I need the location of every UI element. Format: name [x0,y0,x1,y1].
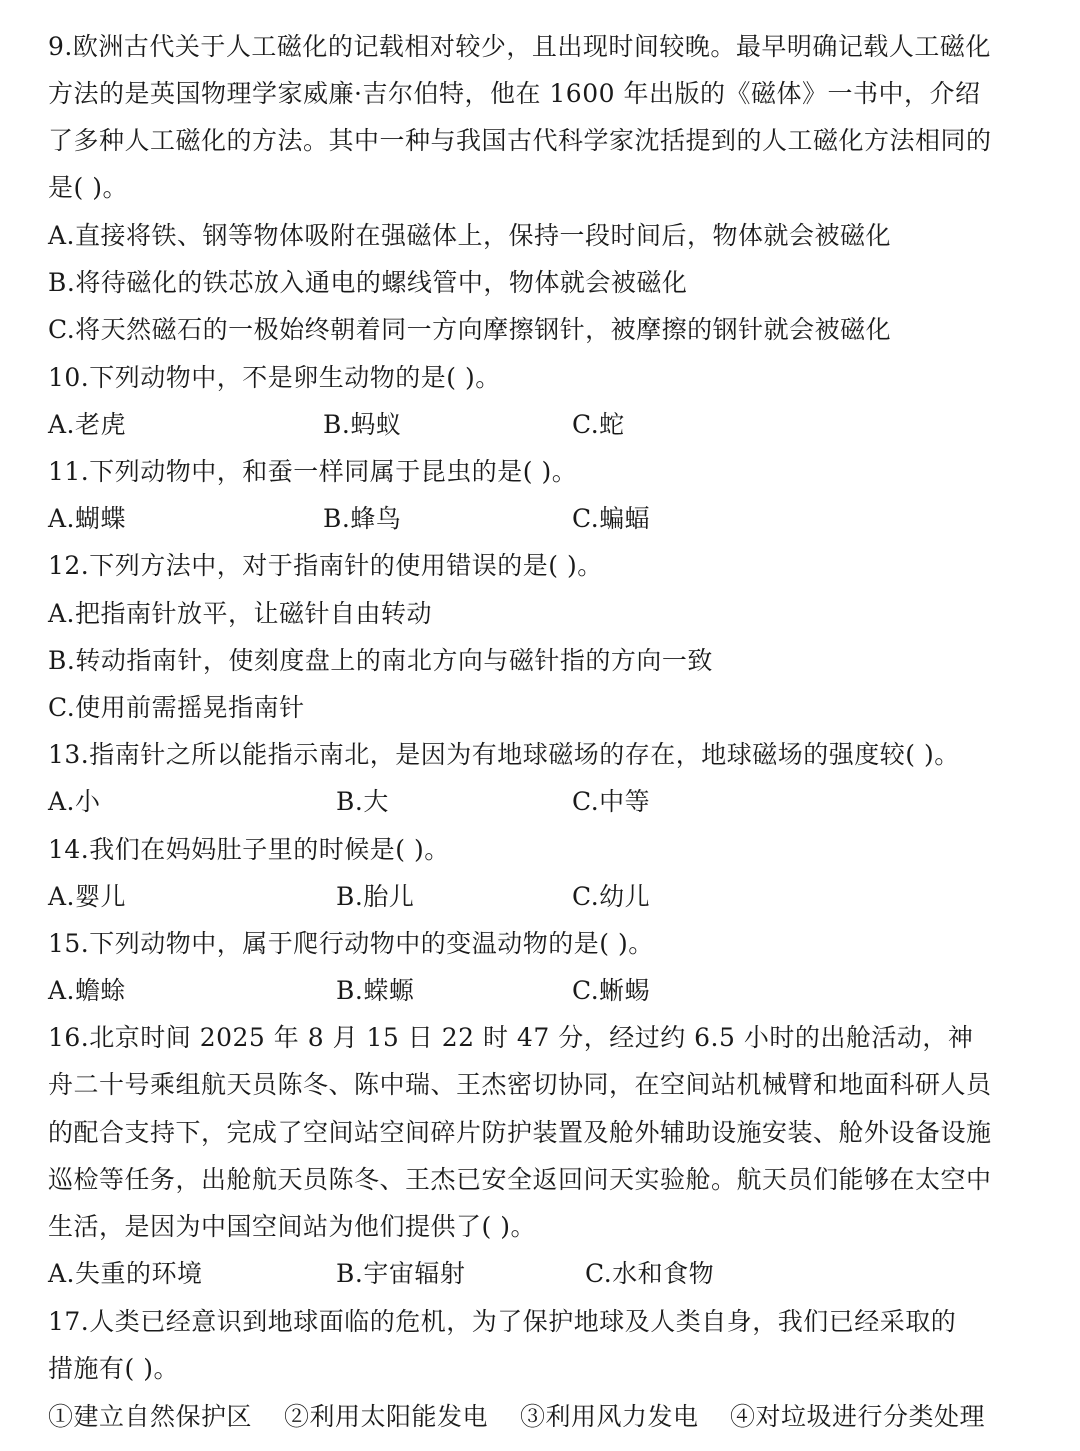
q17-item-2: ②利用太阳能发电 [284,1402,489,1431]
q12-option-b: B.转动指南针，使刻度盘上的南北方向与磁针指的方向一致 [48,646,713,675]
q16-option-c: C.水和食物 [585,1259,715,1288]
q10-option-b: B.蚂蚁 [323,410,402,439]
q11-option-a: A.蝴蝶 [48,504,127,533]
q9-stem-line-4: 是( )。 [48,173,128,202]
q11-option-b: B.蜂鸟 [323,504,402,533]
q17-stem-line-2: 措施有( )。 [48,1354,179,1383]
q9-option-c: C.将天然磁石的一极始终朝着同一方向摩擦钢针，被摩擦的钢针就会被磁化 [48,315,892,344]
q9-stem-line-2: 方法的是英国物理学家威廉·吉尔伯特，他在 1600 年出版的《磁体》一书中，介绍 [48,79,981,108]
q16-stem-line-5: 生活，是因为中国空间站为他们提供了( )。 [48,1212,536,1241]
q17-item-3: ③利用风力发电 [520,1402,699,1431]
q17-stem-line-1: 17.人类已经意识到地球面临的危机，为了保护地球及人类自身，我们已经采取的 [48,1307,957,1336]
q11-option-c: C.蝙蝠 [572,504,651,533]
q14-option-b: B.胎儿 [336,882,415,911]
q10-option-a: A.老虎 [48,410,127,439]
q16-option-a: A.失重的环境 [48,1259,203,1288]
q14-option-c: C.幼儿 [572,882,651,911]
q12-stem: 12.下列方法中，对于指南针的使用错误的是( )。 [48,551,603,580]
q9-stem-line-1: 9.欧洲古代关于人工磁化的记载相对较少，且出现时间较晚。最早明确记载人工磁化 [48,32,991,61]
q15-option-a: A.蟾蜍 [48,976,127,1005]
q14-option-a: A.婴儿 [48,882,127,911]
q16-stem-line-3: 的配合支持下，完成了空间站空间碎片防护装置及舱外辅助设施安装、舱外设备设施 [48,1118,992,1147]
q10-option-c: C.蛇 [572,410,625,439]
q13-option-a: A.小 [48,787,101,816]
q9-option-a: A.直接将铁、钢等物体吸附在强磁体上，保持一段时间后，物体就会被磁化 [48,221,892,250]
q12-option-c: C.使用前需摇晃指南针 [48,693,305,722]
q11-stem: 11.下列动物中，和蚕一样同属于昆虫的是( )。 [48,457,578,486]
q9-option-b: B.将待磁化的铁芯放入通电的螺线管中，物体就会被磁化 [48,268,688,297]
q15-stem: 15.下列动物中，属于爬行动物中的变温动物的是( )。 [48,929,654,958]
q17-item-1: ①建立自然保护区 [48,1402,253,1431]
q17-item-4: ④对垃圾进行分类处理 [730,1402,986,1431]
q15-option-c: C.蜥蜴 [572,976,651,1005]
q13-option-b: B.大 [336,787,389,816]
q16-stem-line-2: 舟二十号乘组航天员陈冬、陈中瑞、王杰密切协同，在空间站机械臂和地面科研人员 [48,1070,992,1099]
q15-option-b: B.蝾螈 [336,976,415,1005]
q12-option-a: A.把指南针放平，让磁针自由转动 [48,599,433,628]
q16-stem-line-1: 16.北京时间 2025 年 8 月 15 日 22 时 47 分，经过约 6.5 小时的出舱活动，神 [48,1023,974,1052]
q16-option-b: B.宇宙辐射 [336,1259,466,1288]
q14-stem: 14.我们在妈妈肚子里的时候是( )。 [48,835,450,864]
q13-option-c: C.中等 [572,787,651,816]
q10-stem: 10.下列动物中，不是卵生动物的是( )。 [48,363,501,392]
q16-stem-line-4: 巡检等任务，出舱航天员陈冬、王杰已安全返回问天实验舱。航天员们能够在太空中 [48,1165,992,1194]
q13-stem: 13.指南针之所以能指示南北，是因为有地球磁场的存在，地球磁场的强度较( )。 [48,740,960,769]
q9-stem-line-3: 了多种人工磁化的方法。其中一种与我国古代科学家沈括提到的人工磁化方法相同的 [48,126,992,155]
